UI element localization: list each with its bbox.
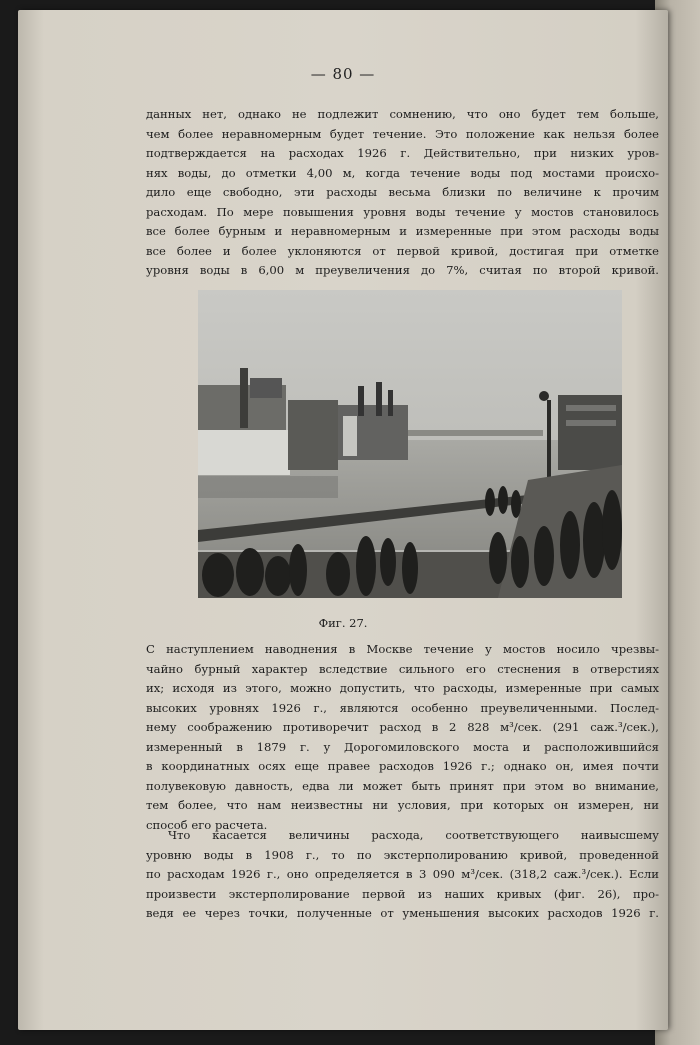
text-line: в координатных осях еще правее расходов 1926 г.; однако он, имея почти [146,759,659,773]
flood-photograph [198,290,622,598]
text-line: нему соображению противоречит расход в 2 828 м³/сек. (291 саж.³/сек.), [146,720,659,734]
text-line: тем более, что нам неизвестны ни условия, при которых он измерен, ни [146,798,659,812]
paragraph-3 [146,826,659,924]
text-line: чайно бурный характер вследствие сильного его стеснения в отверстиях [146,661,659,676]
text-line: по расходам 1926 г., оно определяется в 3 090 м³/сек. (318,2 саж.³/сек.). Если [146,867,659,881]
text-line: способ его расчета. [146,817,268,832]
text-line: уровня воды в 6,00 м преувеличения до 7%, считая по второй кривой. [146,263,659,277]
text-line: их; исходя из этого, можно допустить, что расходы, измеренные при самых [146,681,659,695]
text-line: нях воды, до отметки 4,00 м, когда течение воды под мостами происхо- [146,165,659,180]
text-line: измеренный в 1879 г. у Дорогомиловского моста и расположившийся [146,739,659,754]
figure-caption: Фиг. 27. [318,616,368,630]
text-line: ведя ее через точки, полученные от уменьшения высоких расходов 1926 г. [146,906,659,920]
text-line: все более и более уклоняются от первой кривой, достигая при отметке [146,243,659,258]
text-line: уровню воды в 1908 г., то по экстерполированию кривой, проведенной [146,847,659,862]
text-line: произвести экстерполирование первой из наших кривых (фиг. 26), про- [146,886,659,901]
paragraph-2 [146,640,659,835]
text-line: дило еще свободно, эти расходы весьма близки по величине к прочим [146,185,659,199]
page-number: — 80 — [310,65,376,83]
text-line: подтверждается на расходах 1926 г. Действительно, при низких уров- [146,146,659,160]
text-line: все более бурным и неравномерным и измеренные при этом расходы воды [146,224,659,238]
text-line: С наступлением наводнения в Москве течение у мостов носило чрезвы- [146,642,659,656]
text-line: данных нет, однако не подлежит сомнению, что оно будет тем больше, [146,107,659,121]
text-line: Что касается величины расхода, соответствующего наивысшему [168,828,659,842]
book-page [18,10,668,1030]
text-line: высоких уровнях 1926 г., являются особенно преувеличенными. Послед- [146,700,659,715]
text-line: расходам. По мере повышения уровня воды течение у мостов становилось [146,204,659,219]
paragraph-1 [146,105,659,281]
text-line: полувековую давность, едва ли может быть принят при этом во внимание, [146,778,659,793]
text-line: чем более неравномерным будет течение. Это положение как нельзя более [146,126,659,141]
